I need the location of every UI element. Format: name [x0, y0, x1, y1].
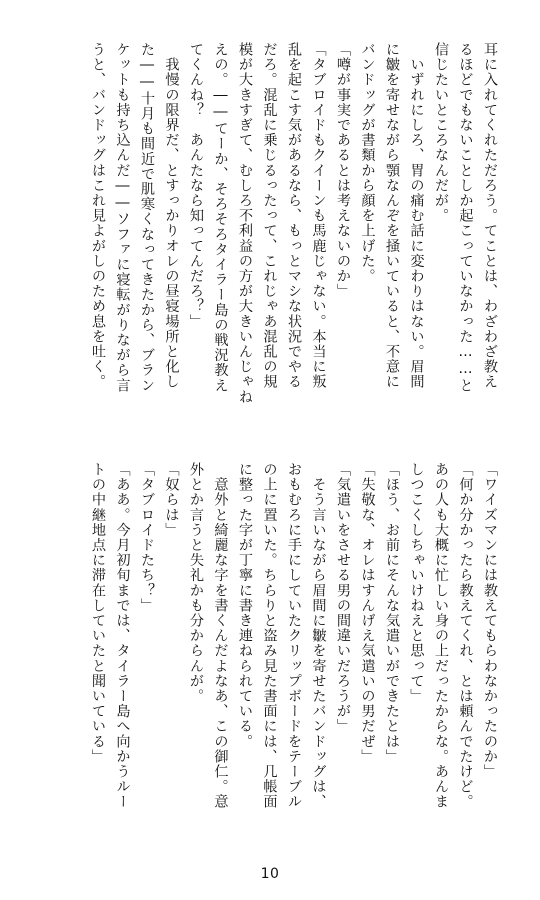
text-line: 「ほう、お前にそんな気遣いができたとは」 — [384, 462, 400, 764]
text-line: おもむろに手にしていたクリップボードをテーブル — [286, 462, 302, 810]
text-line: 信じたいところなんだが。 — [433, 42, 449, 224]
text-line: 乱を起こす気があるなら、もっとマシな状況でやる — [286, 42, 302, 390]
text-line: いずれにしろ、胃の痛む話に変わりはない。眉間 — [408, 42, 425, 390]
text-line: に整った字が丁寧に書き連ねられている。 — [237, 462, 253, 749]
text-line: ケットも持ち込んだ――ソファに寝転がりながら言 — [114, 42, 131, 393]
text-line: バンドッグが書類から顔を上げた。 — [359, 42, 376, 284]
text-line: だろ。混乱に乗じるったって、これじゃあ混乱の規 — [261, 42, 278, 390]
text-line: 模が大きすぎて、むしろ不利益の方が大きいんじゃね — [237, 42, 253, 405]
text-line: そう言いながら眉間に皺を寄せたバンドッグは、 — [310, 462, 327, 810]
text-line: 「ああ。今月初旬までは、タイラー島へ向かうルー — [114, 462, 131, 810]
page-number: 10 — [260, 866, 280, 882]
text-line: えの。――てーか、そろそろタイラー島の戦況教え — [212, 42, 229, 393]
bottom-text-block — [86, 462, 503, 832]
text-line: 「何か分かったら教えてくれ、とは頼んでたけど。 — [457, 462, 474, 810]
text-line: あの人も大概に忙しい身の上だったからな。あんま — [433, 462, 449, 810]
text-line: うと、バンドッグはこれ見よがしのため息を吐く。 — [90, 42, 106, 390]
text-line: 意外と綺麗な字を書くんだよなあ、この御仁。意 — [212, 462, 229, 810]
text-line: の上に置いた。ちらりと盗み見た書面には、几帳面 — [261, 462, 278, 810]
text-line: 「失敬な、オレはすんげえ気遣いの男だぜ」 — [359, 462, 376, 764]
text-line: 「奴らは」 — [163, 462, 180, 538]
text-line: 「噂が事実であるとは考えないのか」 — [335, 42, 351, 299]
text-line: に皺を寄せながら顎なんぞを掻いていると、不意に — [384, 42, 400, 390]
text-line: 「気遣いをさせる男の間違いだろうが」 — [335, 462, 351, 734]
text-line: た――十月も間近で肌寒くなってきたから、ブラン — [139, 42, 155, 393]
text-line: 耳に入れてくれただろう。てことは、わざわざ教え — [482, 42, 498, 390]
text-line: しつこくしちゃいけねえと思って」 — [408, 462, 425, 704]
top-text-block — [86, 42, 503, 412]
text-line: トの中継地点に滞在していたと聞いている」 — [90, 462, 106, 764]
text-line: てくんね？ あんたなら知ってんだろ？」 — [188, 42, 204, 329]
text-line: 外とか言うと失礼かも分からんが。 — [188, 462, 204, 704]
text-line: 我慢の限界だ、とすっかりオレの昼寝場所と化し — [163, 42, 180, 390]
text-line: 「ワイズマンには教えてもらわなかったのか」 — [482, 462, 498, 780]
text-line: るほどでもないことしか起こっていなかった……と — [457, 42, 474, 393]
text-line: 「タブロイドもクイーンも馬鹿じゃない。本当に叛 — [310, 42, 327, 390]
text-line: 「タブロイドたち？」 — [139, 462, 155, 613]
